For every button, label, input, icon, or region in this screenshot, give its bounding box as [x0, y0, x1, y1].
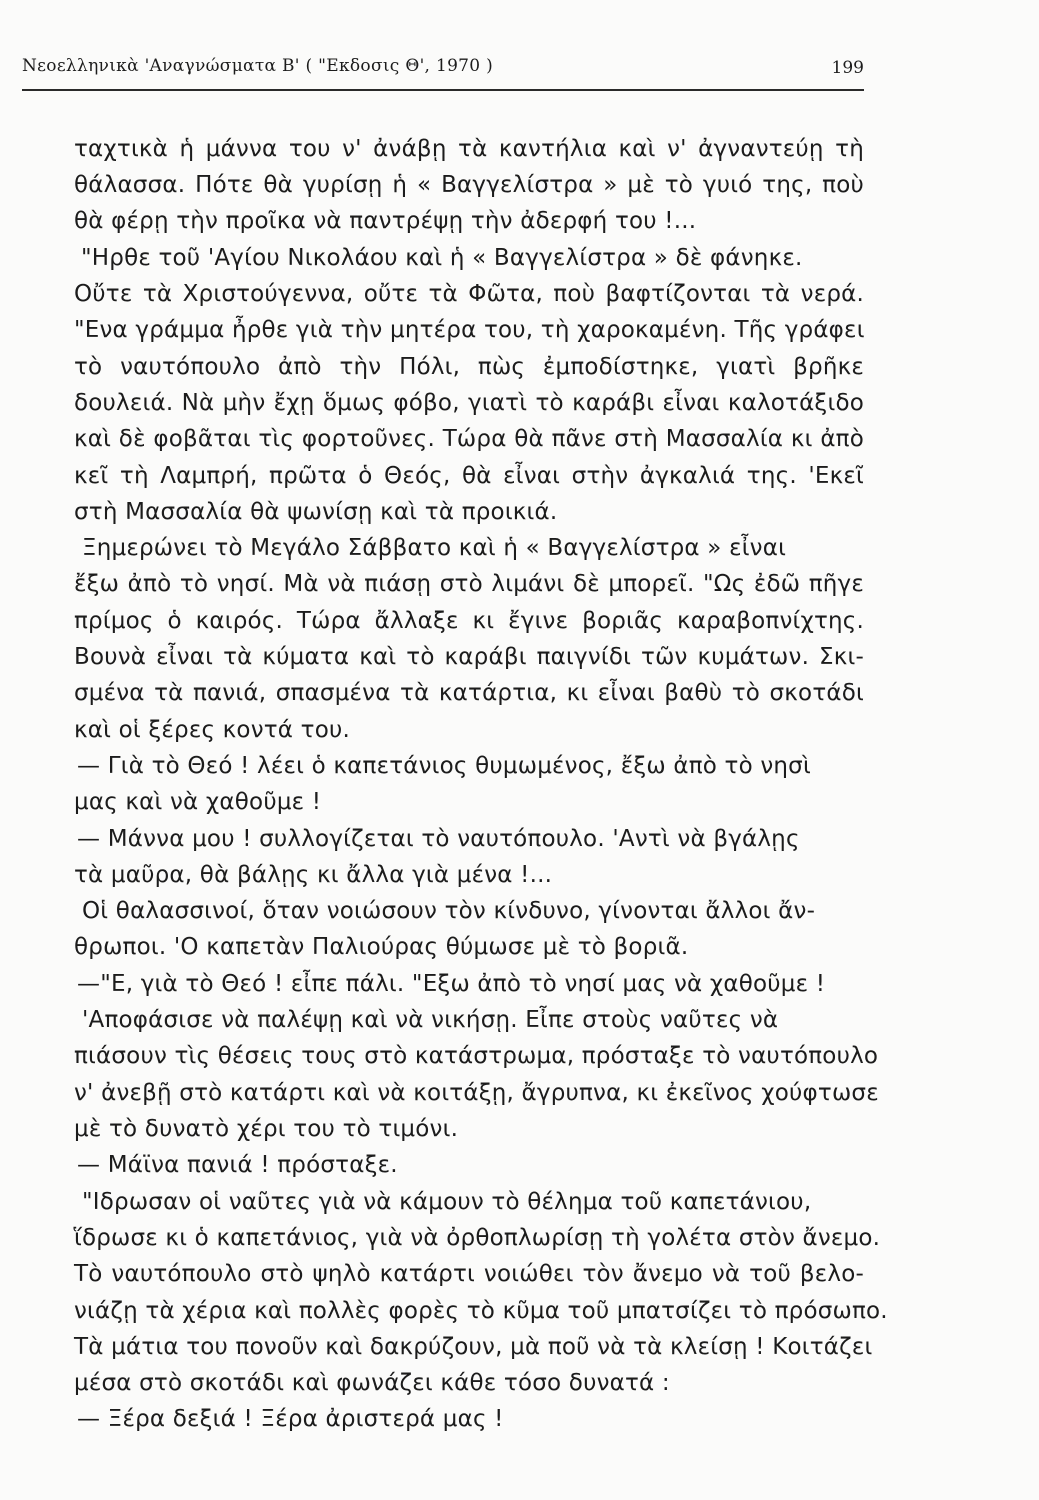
text-line: Ξημερώνει τὸ Μεγάλο Σάββατο καὶ ἡ « Βαγγελίστρα » εἶναι	[82, 535, 787, 561]
text-line: — Γιὰ τὸ Θεό ! λέει ὁ καπετάνιος θυμωμένος, ἔξω ἀπὸ τὸ νησὶ	[77, 753, 811, 779]
text-line: Τὰ μάτια του πονοῦν καὶ δακρύζουν, μὰ ποῦ νὰ τὰ κλείσῃ ! Κοιτάζει	[74, 1334, 873, 1360]
text-line: μέσα στὸ σκοτάδι καὶ φωνάζει κάθε τόσο δυνατά :	[74, 1370, 670, 1396]
text-line: ν' ἀνεβῇ στὸ κατάρτι καὶ νὰ κοιτάξῃ, ἄγρυπνα, κι ἐκεῖνος χούφτωσε	[74, 1080, 879, 1106]
text-line: "Ηρθε τοῦ 'Αγίου Νικολάου καὶ ἡ « Βαγγελίστρα » δὲ φάνηκε.	[81, 245, 803, 271]
text-line: Τὸ ναυτόπουλο στὸ ψηλὸ κατάρτι νοιώθει τὸν ἄνεμο νὰ τοῦ βελο-	[74, 1261, 864, 1287]
text-line: τὸ ναυτόπουλο ἀπὸ τὴν Πόλι, πὼς ἐμποδίστηκε, γιατὶ βρῆκε	[74, 354, 864, 380]
text-line: ἔξω ἀπὸ τὸ νησί. Μὰ νὰ πιάσῃ στὸ λιμάνι δὲ μπορεῖ. "Ως ἐδῶ πῆγε	[74, 571, 864, 597]
book-title: Νεοελληνικὰ 'Αναγνώσματα Β' ( "Εκδοσις Θ', 1970 )	[22, 56, 494, 76]
text-line: —"Ε, γιὰ τὸ Θεό ! εἶπε πάλι. "Εξω ἀπὸ τὸ νησί μας νὰ χαθοῦμε !	[77, 971, 826, 997]
text-line: καὶ δὲ φοβᾶται τὶς φορτοῦνες. Τώρα θὰ πᾶνε στὴ Μασσαλία κι ἀπὸ	[74, 426, 864, 452]
page-number: 199	[831, 58, 864, 78]
header-rule	[22, 89, 864, 91]
text-line: Οὔτε τὰ Χριστούγεννα, οὔτε τὰ Φῶτα, ποὺ βαφτίζονται τὰ νερά.	[74, 281, 864, 307]
text-line: στὴ Μασσαλία θὰ ψωνίσῃ καὶ τὰ προικιά.	[74, 499, 558, 525]
text-line: πρίμος ὁ καιρός. Τώρα ἄλλαξε κι ἔγινε βοριᾶς καραβοπνίχτης.	[74, 608, 864, 634]
text-line: — Ξέρα δεξιά ! Ξέρα ἀριστερά μας !	[77, 1406, 504, 1432]
text-line: — Μάϊνα πανιά ! πρόσταξε.	[77, 1152, 398, 1178]
text-line: κεῖ τὴ Λαμπρή, πρῶτα ὁ Θεός, θὰ εἶναι στὴν ἀγκαλιά της. 'Εκεῖ	[74, 463, 864, 489]
text-line: ἵδρωσε κι ὁ καπετάνιος, γιὰ νὰ ὀρθοπλωρίσῃ τὴ γολέτα στὸν ἄνεμο.	[74, 1225, 881, 1251]
text-line: "Ιδρωσαν οἱ ναῦτες γιὰ νὰ κάμουν τὸ θέλημα τοῦ καπετάνιου,	[82, 1189, 812, 1215]
text-line: — Μάννα μου ! συλλογίζεται τὸ ναυτόπουλο. 'Αντὶ νὰ βγάλῃς	[77, 826, 800, 852]
text-line: ταχτικὰ ἡ μάννα του ν' ἀνάβῃ τὰ καντήλια καὶ ν' ἀγναντεύῃ τὴ	[74, 136, 864, 162]
text-line: θάλασσα. Πότε θὰ γυρίσῃ ἡ « Βαγγελίστρα » μὲ τὸ γυιό της, ποὺ	[74, 172, 864, 198]
text-line: τὰ μαῦρα, θὰ βάλῃς κι ἄλλα γιὰ μένα !...	[74, 862, 553, 888]
text-line: μας καὶ νὰ χαθοῦμε !	[74, 789, 322, 815]
text-line: νιάζῃ τὰ χέρια καὶ πολλὲς φορὲς τὸ κῦμα τοῦ μπατσίζει τὸ πρόσωπο.	[74, 1298, 888, 1324]
text-line: πιάσουν τὶς θέσεις τους στὸ κατάστρωμα, πρόσταξε τὸ ναυτόπουλο	[74, 1043, 879, 1069]
text-line: Οἱ θαλασσινοί, ὅταν νοιώσουν τὸν κίνδυνο, γίνονται ἄλλοι ἄν-	[82, 898, 816, 924]
text-line: "Ενα γράμμα ἦρθε γιὰ τὴν μητέρα του, τὴ χαροκαμένη. Τῆς γράφει	[74, 317, 865, 343]
text-line: 'Αποφάσισε νὰ παλέψῃ καὶ νὰ νικήσῃ. Εἶπε στοὺς ναῦτες νὰ	[82, 1007, 779, 1033]
text-line: θὰ φέρῃ τὴν προῖκα νὰ παντρέψῃ τὴν ἀδερφή του !...	[74, 208, 697, 234]
text-line: μὲ τὸ δυνατὸ χέρι του τὸ τιμόνι.	[74, 1116, 459, 1142]
text-line: καὶ οἱ ξέρες κοντά του.	[74, 717, 351, 743]
text-line: δουλειά. Νὰ μὴν ἔχῃ ὅμως φόβο, γιατὶ τὸ καράβι εἶναι καλοτάξιδο	[74, 390, 864, 416]
text-line: Βουνὰ εἶναι τὰ κύματα καὶ τὸ καράβι παιγνίδι τῶν κυμάτων. Σκι-	[74, 644, 864, 670]
text-line: θρωποι. 'Ο καπετὰν Παλιούρας θύμωσε μὲ τὸ βοριᾶ.	[74, 934, 689, 960]
text-line: σμένα τὰ πανιά, σπασμένα τὰ κατάρτια, κι εἶναι βαθὺ τὸ σκοτάδι	[74, 680, 864, 706]
running-header	[22, 56, 864, 84]
